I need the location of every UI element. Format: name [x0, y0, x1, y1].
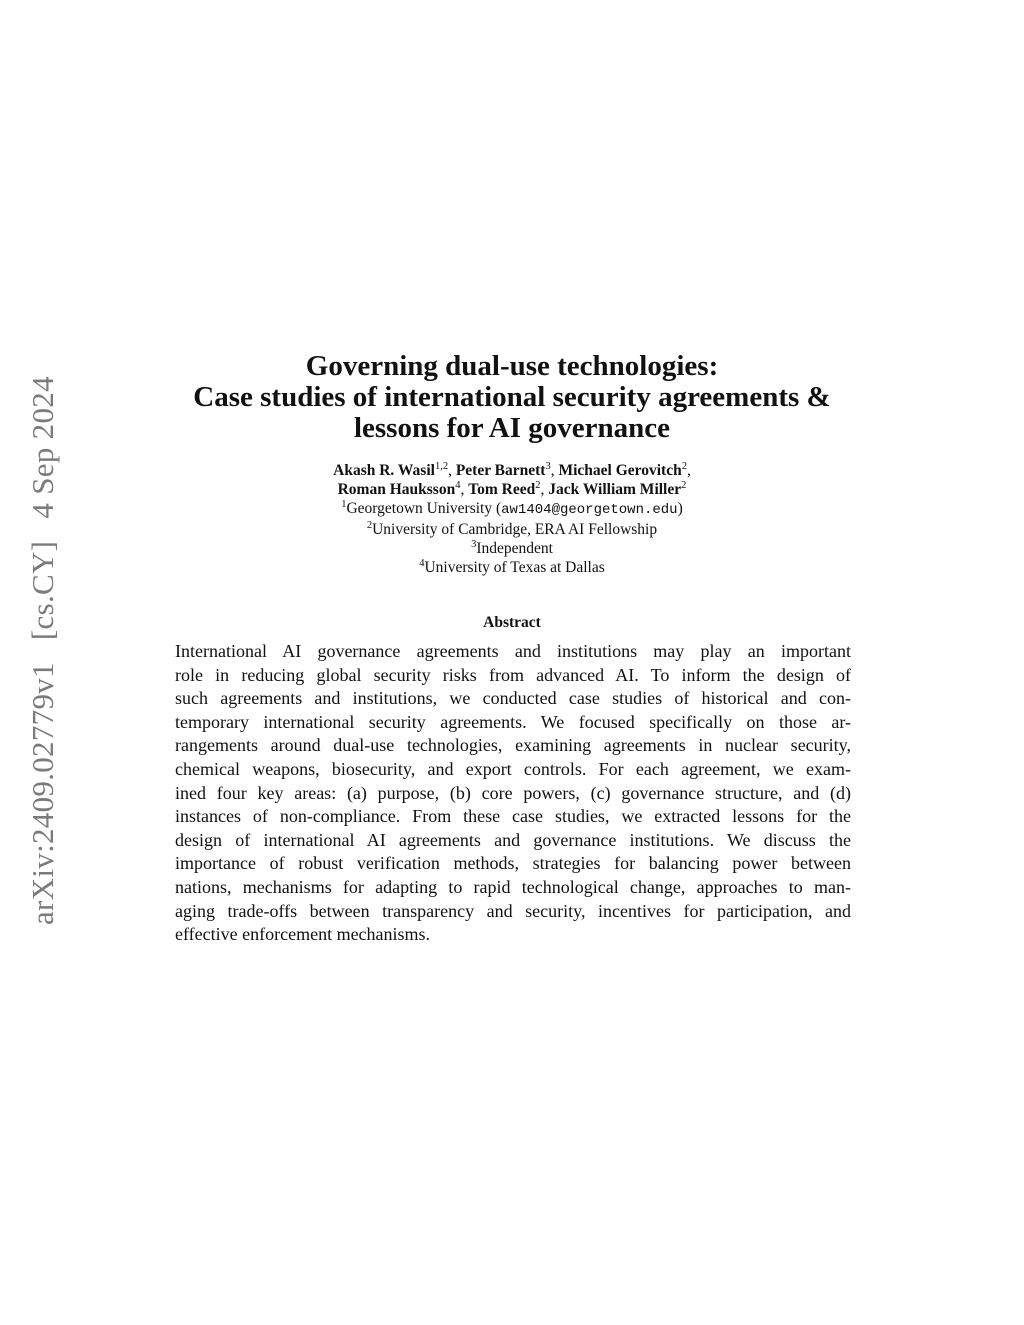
author-name: Akash R. Wasil [333, 462, 435, 479]
author-name: Roman Hauksson [337, 481, 456, 498]
paper-title [0, 351, 1024, 444]
abstract-line: ined four key areas: (a) purpose, (b) core powers, (c) governance structure, and (d) [175, 782, 851, 803]
author-name: Michael Gerovitch [558, 462, 682, 479]
arxiv-date: 4 Sep 2024 [25, 376, 60, 519]
abstract-line: rangements around dual-use technologies, examining agreements in nuclear security, [175, 735, 851, 756]
abstract-line: effective enforcement mechanisms. [175, 924, 431, 945]
abstract-line: such agreements and institutions, we conducted case studies of historical and con- [175, 688, 851, 709]
affiliation-name: University of Cambridge, ERA AI Fellowship [372, 521, 658, 538]
affiliation-name: Independent [476, 540, 553, 557]
affiliation-number: 3 [471, 539, 477, 551]
title-line-2: Case studies of international security agreements & [193, 381, 831, 413]
affiliation-close-paren: ) [677, 500, 683, 517]
abstract-line: International AI governance agreements and institutions may play an important [175, 641, 851, 661]
affiliation-4 [0, 558, 1024, 577]
affiliation-3 [0, 539, 1024, 558]
author-affiliation-mark: 4 [455, 480, 461, 492]
abstract-line: role in reducing global security risks from advanced AI. To inform the design of [175, 664, 851, 685]
author-row-1 [0, 461, 1024, 480]
author-block [0, 461, 1024, 577]
abstract-line: importance of robust verification methods, strategies for balancing power between [175, 853, 851, 874]
author-affiliation-mark: 2 [681, 461, 687, 473]
author-affiliation-mark: 2 [681, 480, 687, 492]
author-name: Tom Reed [468, 481, 536, 498]
author-separator: , [550, 462, 559, 479]
arxiv-category: [cs.CY] [25, 540, 60, 641]
author-name: Jack William Miller [548, 481, 682, 498]
author-email-link[interactable]: aw1404@georgetown.edu [501, 502, 678, 518]
affiliation-number: 4 [419, 558, 425, 570]
arxiv-id: arXiv:2409.02779v1 [25, 662, 60, 925]
author-separator: , [460, 481, 469, 498]
author-row-2 [0, 480, 1024, 499]
author-affiliation-mark: 3 [545, 461, 551, 473]
title-line-3: lessons for AI governance [353, 412, 671, 444]
abstract-line: temporary international security agreements. We focused specifically on those ar- [175, 711, 851, 732]
author-name: Peter Barnett [455, 462, 546, 479]
abstract-line: design of international AI agreements and governance institutions. We discuss the [175, 829, 851, 850]
affiliation-2 [0, 520, 1024, 539]
affiliation-name: Georgetown University ( [346, 500, 502, 517]
author-separator: , [448, 462, 456, 479]
author-affiliation-mark: 1,2 [434, 461, 449, 473]
author-affiliation-mark: 2 [535, 480, 541, 492]
author-separator: , [686, 462, 691, 479]
title-line-1: Governing dual-use technologies: [305, 350, 719, 382]
abstract-line: chemical weapons, biosecurity, and export controls. For each agreement, we exam- [175, 758, 851, 779]
affiliation-1 [0, 499, 1024, 520]
abstract-line: nations, mechanisms for adapting to rapid technological change, approaches to man- [175, 876, 851, 897]
abstract-body [175, 640, 851, 947]
affiliation-number: 1 [341, 499, 347, 511]
abstract-line: aging trade-offs between transparency and security, incentives for participation, and [175, 900, 851, 921]
affiliation-name: University of Texas at Dallas [424, 559, 605, 576]
affiliation-number: 2 [366, 520, 373, 532]
author-separator: , [540, 481, 549, 498]
abstract-heading: Abstract [483, 614, 541, 631]
abstract-line: instances of non-compliance. From these case studies, we extracted lessons for the [175, 806, 851, 827]
